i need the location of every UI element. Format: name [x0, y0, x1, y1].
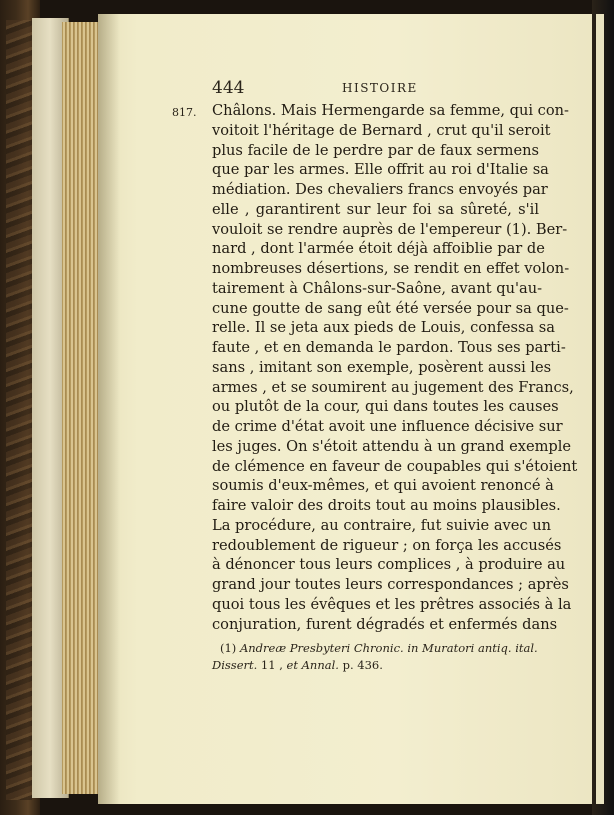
text-line: conjuration, furent dégradés et enfermés dans [212, 615, 558, 633]
gutter-shadow [98, 14, 120, 804]
text-line: ou plutôt de la cour, qui dans toutes les causes [212, 398, 559, 416]
footnote-annal: et Annal. [286, 658, 339, 672]
footnote-page: p. 436. [338, 658, 383, 672]
page-edges [62, 22, 100, 794]
text-line: que par les armes. Elle offrit au roi d'Italie sa [212, 161, 549, 179]
text-line: grand jour toutes leurs correspondances ; après [212, 576, 569, 593]
text-line: de crime d'état avoit une influence décisive sur [212, 418, 563, 435]
text-line: les juges. On s'étoit attendu à un grand exemple [212, 437, 572, 455]
facing-page-edge [596, 14, 604, 804]
text-line: sans , imitant son exemple, posèrent aussi les [212, 358, 552, 376]
text-line: nard , dont l'armée étoit déjà affoiblie par de [212, 240, 545, 258]
running-title: HISTOIRE [342, 81, 418, 95]
text-line: de clémence en faveur de coupables qui s'étoient [212, 457, 578, 475]
text-line: plus facile de le perdre par de faux sermens [212, 141, 539, 159]
footnote-num: 11 , [257, 658, 287, 672]
text-line: faute , et en demanda le pardon. Tous ses parti- [212, 339, 566, 356]
footnote-marker: (1) [220, 641, 240, 655]
marbled-cover-pattern [6, 20, 32, 800]
footnote-line-2 [212, 657, 542, 674]
text-line: quoi tous les évêques et les prêtres associés à la [212, 595, 572, 613]
text-line: Châlons. Mais Hermengarde sa femme, qui con- [212, 102, 569, 119]
text-line: nombreuses désertions, se rendit en effet volon- [212, 260, 570, 277]
footnote-dissert: Dissert. [212, 658, 258, 672]
page-header [212, 78, 542, 100]
footnote-source: Andreæ Presbyteri Chronic. in Muratori antiq. ital. [239, 641, 538, 655]
body-text [212, 101, 578, 634]
footnote-line-1 [212, 640, 542, 657]
text-line: médiation. Des chevaliers francs envoyés par [212, 181, 548, 198]
text-line: elle , garantirent sur leur foi sa sûreté, s'il [212, 200, 539, 218]
text-line: voitoit l'héritage de Bernard , crut qu'il seroit [212, 121, 551, 139]
text-line: relle. Il se jeta aux pieds de Louis, confessa sa [212, 319, 555, 337]
text-line: faire valoir des droits tout au moins plausibles. [212, 497, 561, 514]
text-line: à dénoncer tous leurs complices , à produire au [212, 556, 566, 574]
text-line: redoublement de rigueur ; on força les accusés [212, 536, 562, 554]
text-line: La procédure, au contraire, fut suivie avec un [212, 516, 552, 534]
footnote [212, 640, 542, 674]
page-number: 444 [212, 78, 245, 98]
text-line: armes , et se soumirent au jugement des Francs, [212, 378, 574, 396]
text-line: cune goutte de sang eût été versée pour sa que- [212, 299, 569, 317]
text-line: tairement à Châlons-sur-Saône, avant qu'au- [212, 279, 543, 297]
text-line: vouloit se rendre auprès de l'empereur (1). Ber- [212, 220, 568, 238]
margin-year: 817. [172, 106, 197, 119]
text-line: soumis d'eux-mêmes, et qui avoient renoncé à [212, 477, 554, 495]
